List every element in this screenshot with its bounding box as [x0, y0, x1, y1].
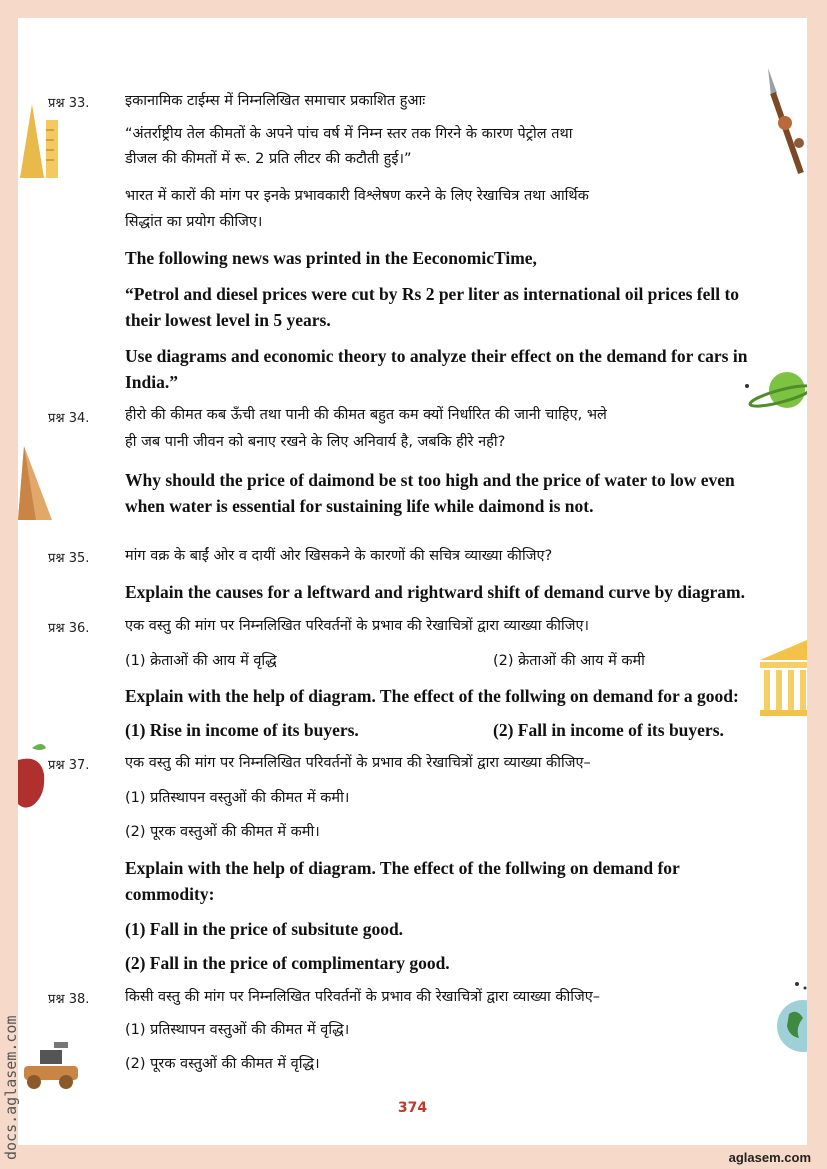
question-label: प्रश्न 35. [48, 551, 90, 566]
page-number: 374 [397, 1100, 428, 1116]
option-2: (2) Fall in income of its buyers. [493, 720, 724, 740]
apple-icon [18, 740, 50, 810]
option-2: (2) Fall in the price of complimentary good. [125, 953, 450, 973]
question-text: मांग वक्र के बाईं ओर व दायीं ओर खिसकने के कारणों की सचित्र व्याख्या कीजिए? [125, 548, 553, 564]
option-1: (1) क्रेताओं की आय में वृद्धि [125, 653, 277, 669]
globe-icon [775, 978, 807, 1058]
question-text: Explain the causes for a leftward and rightward shift of demand curve by diagram. [125, 582, 745, 602]
question-text: भारत में कारों की मांग पर इनके प्रभावकारी विश्लेषण करने के लिए रेखाचित्र तथा आर्थिक [125, 188, 589, 204]
question-text: Use diagrams and economic theory to analyze their effect on the demand for cars in [125, 346, 748, 366]
question-text: their lowest level in 5 years. [125, 310, 331, 330]
question-text: Explain with the help of diagram. The effect of the follwing on demand for a good: [125, 686, 739, 706]
cannon-icon [20, 1036, 82, 1090]
watermark: docs.aglasem.com [2, 1015, 20, 1160]
question-label: प्रश्न 38. [48, 992, 90, 1007]
question-label: प्रश्न 34. [48, 411, 90, 426]
option-1: (1) Fall in the price of subsitute good. [125, 919, 404, 939]
question-text: Why should the price of daimond be st too high and the price of water to low even [125, 470, 735, 490]
question-text: “Petrol and diesel prices were cut by Rs 2 per liter as international oil prices fell to [125, 284, 740, 304]
option-1: (1) प्रतिस्थापन वस्तुओं की कीमत में वृद्धि। [125, 1022, 350, 1038]
question-text: The following news was printed in the EeconomicTime, [125, 248, 537, 268]
question-label: प्रश्न 36. [48, 621, 90, 636]
question-text: “अंतर्राष्ट्रीय तेल कीमतों के अपने पांच वर्ष में निम्न स्तर तक गिरने के कारण पेट्रोल तथा [125, 126, 573, 142]
site-footer: aglasem.com [728, 1150, 811, 1165]
question-text: हीरो की कीमत कब ऊँची तथा पानी की कीमत बहुत कम क्यों निर्धारित की जानी चाहिए, भले [125, 407, 607, 423]
question-text: India.” [125, 372, 179, 392]
temple-icon [760, 640, 807, 718]
question-text: किसी वस्तु की मांग पर निम्नलिखित परिवर्तनों के प्रभाव की रेखाचित्रों द्वारा व्याख्या कीजिए– [125, 989, 601, 1005]
ruler-icon [18, 100, 60, 180]
question-text: when water is essential for sustaining life while daimond is not. [125, 496, 594, 516]
option-2: (2) पूरक वस्तुओं की कीमत में कमी। [125, 824, 320, 840]
option-2: (2) क्रेताओं की आय में कमी [493, 653, 645, 669]
question-text: डीजल की कीमतों में रू. 2 प्रति लीटर की कटौती हुई।” [125, 151, 412, 167]
pyramid-icon [18, 446, 54, 522]
question-label: प्रश्न 33. [48, 96, 90, 111]
question-text: एक वस्तु की मांग पर निम्नलिखित परिवर्तनों के प्रभाव की रेखाचित्रों द्वारा व्याख्या कीजिए। [125, 618, 589, 634]
question-text: इकानामिक टाईम्स में निम्नलिखित समाचार प्रकाशित हुआः [125, 93, 426, 109]
document-page [18, 18, 807, 1145]
planet-icon [743, 368, 807, 418]
spear-icon [763, 68, 807, 178]
option-1: (1) Rise in income of its buyers. [125, 720, 359, 740]
question-text: एक वस्तु की मांग पर निम्नलिखित परिवर्तनों के प्रभाव की रेखाचित्रों द्वारा व्याख्या कीजिए– [125, 755, 591, 771]
question-text: commodity: [125, 884, 215, 904]
option-1: (1) प्रतिस्थापन वस्तुओं की कीमत में कमी। [125, 790, 350, 806]
question-text: ही जब पानी जीवन को बनाए रखने के लिए अनिवार्य है, जबकि हीरे नही? [125, 434, 506, 450]
question-label: प्रश्न 37. [48, 758, 90, 773]
option-2: (2) पूरक वस्तुओं की कीमत में वृद्धि। [125, 1056, 320, 1072]
question-text: सिद्धांत का प्रयोग कीजिए। [125, 214, 263, 230]
question-text: Explain with the help of diagram. The effect of the follwing on demand for [125, 858, 680, 878]
